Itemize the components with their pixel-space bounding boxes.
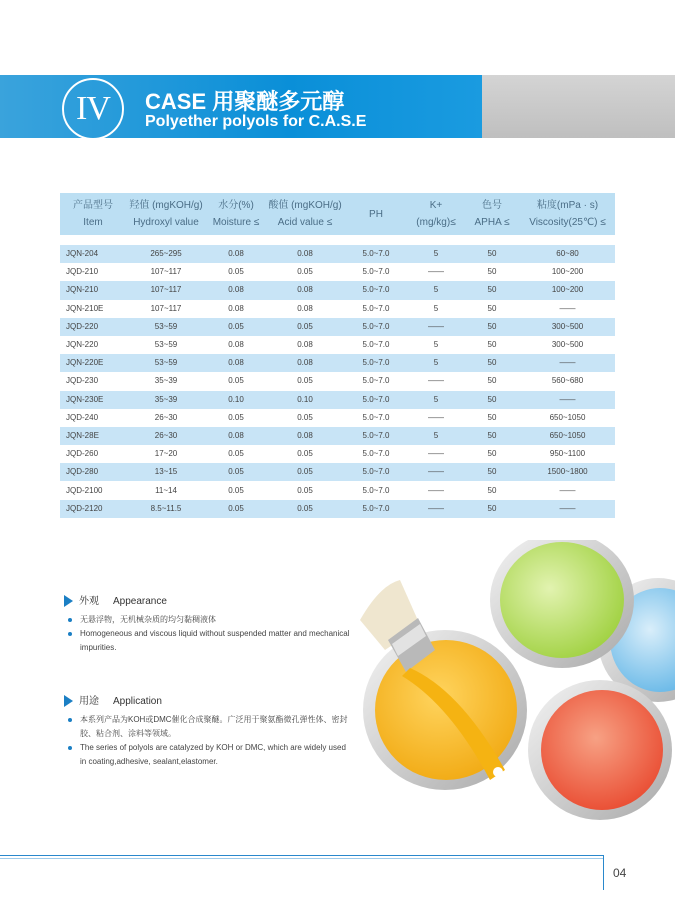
section-number: IV xyxy=(76,90,110,127)
table-cell: 0.05 xyxy=(206,500,266,518)
table-cell: 26~30 xyxy=(126,427,206,445)
table-cell: —— xyxy=(408,500,464,518)
table-cell: 5.0~7.0 xyxy=(344,318,408,336)
table-cell: 5.0~7.0 xyxy=(344,281,408,299)
table-cell: 5.0~7.0 xyxy=(344,263,408,281)
list-item: The series of polyols are catalyzed by KOH or DMC, which are widely used in coating,adhesive, sealant,elastomer. xyxy=(68,741,353,769)
table-row xyxy=(60,427,615,445)
table-cell: 107~117 xyxy=(126,263,206,281)
table-cell: JQN-220 xyxy=(60,336,126,354)
list-item: 本系列产品为KOH或DMC催化合成聚醚。广泛用于聚氨酯微孔弹性体、密封胶、粘合剂、涂料等领域。 xyxy=(68,713,353,741)
table-cell: 0.08 xyxy=(206,281,266,299)
table-cell: 50 xyxy=(464,481,520,499)
table-cell: 107~117 xyxy=(126,281,206,299)
table-cell: 8.5~11.5 xyxy=(126,500,206,518)
header-viscosity: 粘度(mPa · s) Viscosity(25℃) ≤ xyxy=(520,193,615,235)
paint-cans-brush-icon xyxy=(340,540,675,840)
banner-grey-band xyxy=(482,75,675,138)
table-cell: 50 xyxy=(464,445,520,463)
table-cell: 0.08 xyxy=(266,336,344,354)
table-cell: 0.08 xyxy=(266,281,344,299)
table-cell: 50 xyxy=(464,391,520,409)
table-cell: 50 xyxy=(464,263,520,281)
table-cell: 0.08 xyxy=(206,300,266,318)
table-cell: 5 xyxy=(408,245,464,263)
table-row xyxy=(60,409,615,427)
table-cell: 0.05 xyxy=(206,372,266,390)
header-hydroxyl: 羟值 (mgKOH/g) Hydroxyl value xyxy=(126,193,206,235)
table-cell: 300~500 xyxy=(520,318,615,336)
section-title: CASE 用聚醚多元醇 xyxy=(145,89,345,114)
table-cell: JQD-2100 xyxy=(60,481,126,499)
header-item: 产品型号 Item xyxy=(60,193,126,235)
table-cell: 35~39 xyxy=(126,391,206,409)
table-row xyxy=(60,481,615,499)
table-cell: 5.0~7.0 xyxy=(344,372,408,390)
table-cell: 0.05 xyxy=(266,445,344,463)
table-cell: 5.0~7.0 xyxy=(344,391,408,409)
table-cell: 5.0~7.0 xyxy=(344,245,408,263)
table-cell: 53~59 xyxy=(126,354,206,372)
header-ph: PH xyxy=(344,193,408,235)
table-cell: —— xyxy=(408,463,464,481)
table-cell: 0.08 xyxy=(266,300,344,318)
table-cell: 300~500 xyxy=(520,336,615,354)
table-cell: 5.0~7.0 xyxy=(344,463,408,481)
table-cell: 53~59 xyxy=(126,318,206,336)
table-cell: 560~680 xyxy=(520,372,615,390)
table-cell: 5.0~7.0 xyxy=(344,336,408,354)
table-row xyxy=(60,500,615,518)
section-subtitle: Polyether polyols for C.A.S.E xyxy=(145,113,367,130)
table-cell: 265~295 xyxy=(126,245,206,263)
table-cell: 50 xyxy=(464,500,520,518)
table-cell: JQD-260 xyxy=(60,445,126,463)
table-row xyxy=(60,263,615,281)
table-cell: 50 xyxy=(464,245,520,263)
table-cell: 53~59 xyxy=(126,336,206,354)
table-cell: 50 xyxy=(464,300,520,318)
table-row xyxy=(60,445,615,463)
table-cell: —— xyxy=(520,354,615,372)
table-cell: 5 xyxy=(408,391,464,409)
table-cell: 5 xyxy=(408,281,464,299)
table-cell: 650~1050 xyxy=(520,409,615,427)
table-cell: 26~30 xyxy=(126,409,206,427)
table-cell: 5.0~7.0 xyxy=(344,409,408,427)
table-cell: 0.08 xyxy=(206,354,266,372)
table-cell: 0.05 xyxy=(266,318,344,336)
table-cell: —— xyxy=(408,445,464,463)
table-cell: JQD-230 xyxy=(60,372,126,390)
table-cell: JQD-220 xyxy=(60,318,126,336)
table-cell: 5.0~7.0 xyxy=(344,500,408,518)
table-cell: 0.08 xyxy=(206,245,266,263)
table-cell: —— xyxy=(408,409,464,427)
table-cell: —— xyxy=(408,481,464,499)
table-cell: 50 xyxy=(464,318,520,336)
list-item: 无悬浮物，无机械杂质的均匀黏稠液体 xyxy=(68,613,358,627)
appearance-list xyxy=(68,613,358,655)
table-cell: 0.08 xyxy=(206,427,266,445)
table-cell: 50 xyxy=(464,336,520,354)
table-cell: 11~14 xyxy=(126,481,206,499)
table-cell: —— xyxy=(520,481,615,499)
section-number-badge xyxy=(62,78,124,140)
appearance-heading: 外观 Appearance xyxy=(64,592,167,607)
table-cell: 0.05 xyxy=(266,481,344,499)
page-number: 04 xyxy=(613,866,627,880)
table-cell: 50 xyxy=(464,427,520,445)
table-cell: 5 xyxy=(408,336,464,354)
table-row xyxy=(60,281,615,299)
table-cell: 0.08 xyxy=(266,245,344,263)
table-cell: 5.0~7.0 xyxy=(344,445,408,463)
table-cell: 100~200 xyxy=(520,281,615,299)
table-cell: 50 xyxy=(464,354,520,372)
footer-rule-light xyxy=(0,858,603,859)
table-cell: 0.08 xyxy=(266,427,344,445)
table-cell: 17~20 xyxy=(126,445,206,463)
table-cell: 5.0~7.0 xyxy=(344,427,408,445)
table-cell: 950~1100 xyxy=(520,445,615,463)
table-cell: —— xyxy=(520,300,615,318)
table-cell: —— xyxy=(408,263,464,281)
table-cell: 5.0~7.0 xyxy=(344,481,408,499)
table-cell: 0.10 xyxy=(266,391,344,409)
list-item: Homogeneous and viscous liquid without suspended matter and mechanical impurities. xyxy=(68,627,358,655)
table-cell: 50 xyxy=(464,463,520,481)
table-body xyxy=(60,235,615,518)
table-cell: 0.05 xyxy=(206,463,266,481)
table-cell: 0.05 xyxy=(266,463,344,481)
table-cell: 650~1050 xyxy=(520,427,615,445)
table-row xyxy=(60,372,615,390)
table-row xyxy=(60,354,615,372)
table-row xyxy=(60,318,615,336)
table-cell: 0.05 xyxy=(266,372,344,390)
header-potassium: K+ (mg/kg)≤ xyxy=(408,193,464,235)
table-cell: 0.05 xyxy=(266,263,344,281)
table-cell: —— xyxy=(520,391,615,409)
table-cell: 0.08 xyxy=(266,354,344,372)
table-cell: 0.05 xyxy=(266,409,344,427)
table-cell: 0.10 xyxy=(206,391,266,409)
table-cell: —— xyxy=(408,372,464,390)
spec-table xyxy=(60,193,615,518)
table-row xyxy=(60,463,615,481)
table-row xyxy=(60,391,615,409)
triangle-bullet-icon xyxy=(64,695,73,707)
application-list xyxy=(68,713,353,769)
table-cell: JQD-210 xyxy=(60,263,126,281)
table-cell: JQN-210 xyxy=(60,281,126,299)
table-cell: 0.05 xyxy=(206,409,266,427)
table-spacer xyxy=(60,235,615,245)
footer-rule xyxy=(0,855,603,856)
table-cell: 0.05 xyxy=(206,481,266,499)
table-cell: 50 xyxy=(464,409,520,427)
footer-vertical-rule xyxy=(603,855,604,890)
table-cell: JQN-230E xyxy=(60,391,126,409)
table-cell: JQN-210E xyxy=(60,300,126,318)
table-cell: 1500~1800 xyxy=(520,463,615,481)
table-cell: 50 xyxy=(464,281,520,299)
section-banner xyxy=(0,75,675,138)
table-row xyxy=(60,245,615,263)
header-color: 色号 APHA ≤ xyxy=(464,193,520,235)
table-row xyxy=(60,336,615,354)
table-cell: JQN-28E xyxy=(60,427,126,445)
table-header-row xyxy=(60,193,615,235)
table-cell: JQD-240 xyxy=(60,409,126,427)
table-cell: 100~200 xyxy=(520,263,615,281)
table-cell: 50 xyxy=(464,372,520,390)
table-cell: JQD-2120 xyxy=(60,500,126,518)
triangle-bullet-icon xyxy=(64,595,73,607)
table-cell: —— xyxy=(408,318,464,336)
table-row xyxy=(60,300,615,318)
table-cell: JQN-204 xyxy=(60,245,126,263)
table-cell: 5.0~7.0 xyxy=(344,354,408,372)
table-cell: 5 xyxy=(408,354,464,372)
table-cell: 0.08 xyxy=(206,336,266,354)
table-cell: 5 xyxy=(408,300,464,318)
table-cell: 5 xyxy=(408,427,464,445)
table-cell: —— xyxy=(520,500,615,518)
table-cell: 0.05 xyxy=(206,318,266,336)
table-cell: 0.05 xyxy=(206,445,266,463)
table-cell: 60~80 xyxy=(520,245,615,263)
table-cell: 13~15 xyxy=(126,463,206,481)
table-cell: 5.0~7.0 xyxy=(344,300,408,318)
table-cell: 35~39 xyxy=(126,372,206,390)
table-cell: JQD-280 xyxy=(60,463,126,481)
header-moisture: 水分(%) Moisture ≤ xyxy=(206,193,266,235)
header-acid: 酸值 (mgKOH/g) Acid value ≤ xyxy=(266,193,344,235)
table-cell: 107~117 xyxy=(126,300,206,318)
table-cell: 0.05 xyxy=(266,500,344,518)
table-cell: 0.05 xyxy=(206,263,266,281)
table-cell: JQN-220E xyxy=(60,354,126,372)
application-heading: 用途 Application xyxy=(64,692,162,707)
